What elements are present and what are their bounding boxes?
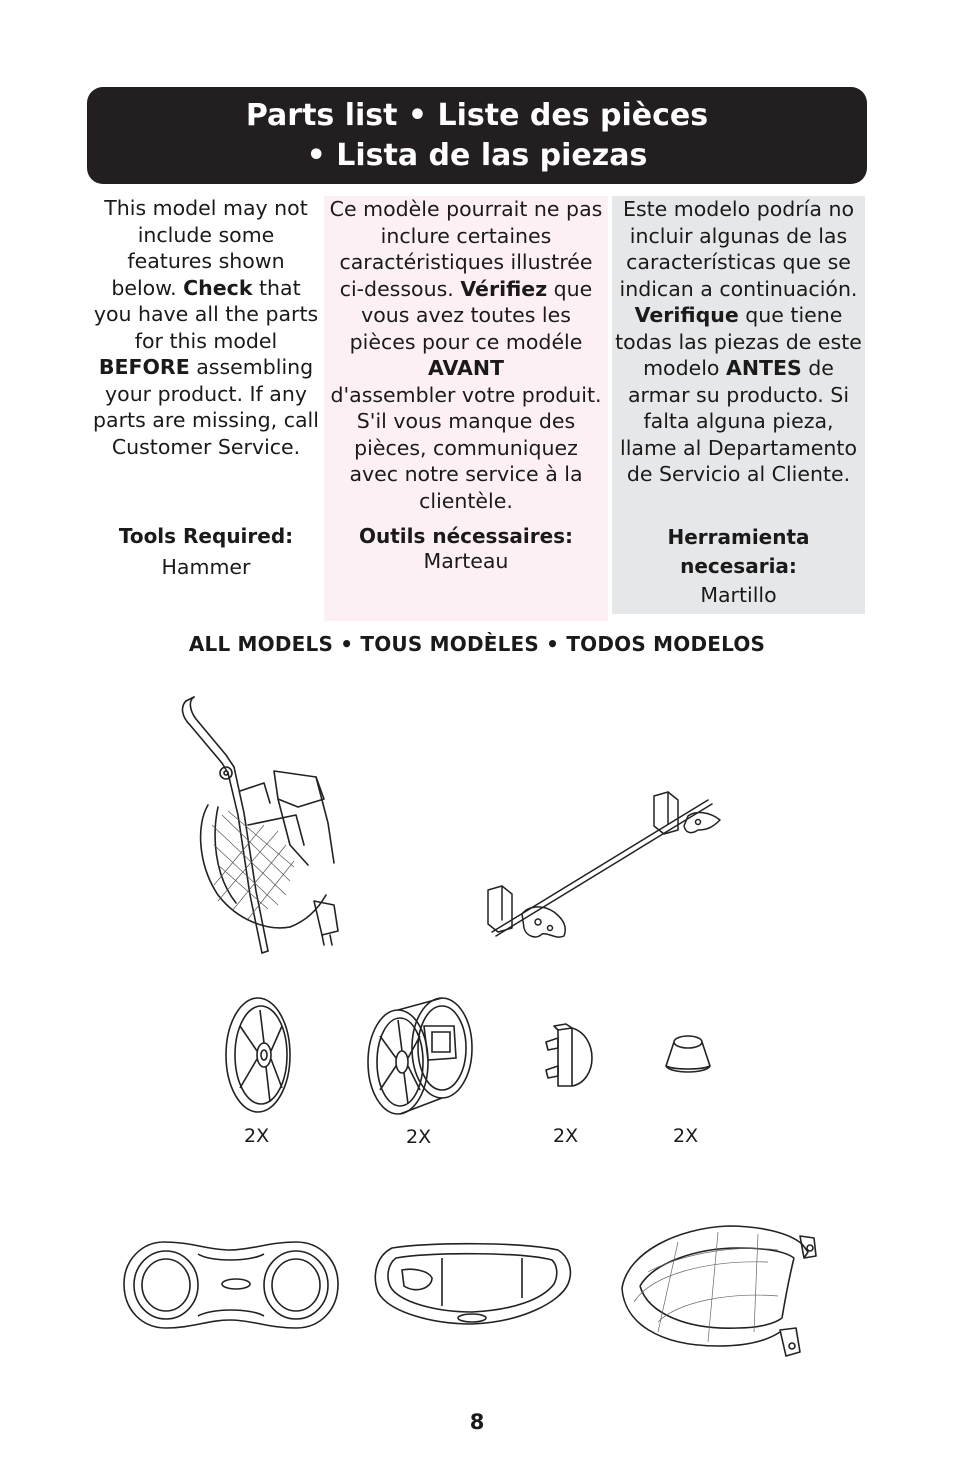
english-tools-label: Tools Required: — [118, 524, 294, 548]
parent-tray-icon — [122, 1240, 340, 1332]
parts-list-banner — [87, 87, 867, 184]
child-tray-icon — [372, 1240, 574, 1330]
english-tools-value: Hammer — [161, 555, 251, 579]
canopy-icon — [618, 1222, 818, 1358]
wheel-cap-icon — [544, 1024, 594, 1090]
rear-axle-icon — [482, 790, 728, 950]
banner-title-line-2: • Lista de las piezas — [306, 138, 648, 173]
english-column — [93, 195, 319, 579]
spanish-tools-label: Herramienta necesaria: — [667, 525, 810, 578]
spanish-tools-value: Martillo — [700, 583, 777, 607]
banner-title-line-1: Parts list • Liste des pièces — [245, 98, 709, 133]
front-wheel-icon — [224, 996, 292, 1114]
french-tools-value: Marteau — [423, 549, 509, 573]
french-notice: Ce modèle pourrait ne pas inclure certaines caractéristiques illustrée ci-dessous. Vérifiez que vous avez toutes les pièces pour ce modéle AVANT d'assembler votre produit. S'il vous manque des pièces, communiquez avec notre service à la clientèle. — [329, 197, 603, 513]
english-notice: This model may not include some features shown below. Check that you have all the parts for this model BEFORE assembling your product. If any parts are missing, call Customer Service. — [93, 196, 319, 459]
folded-stroller-frame-icon — [178, 695, 350, 957]
french-column — [324, 196, 608, 621]
foot-cap-icon — [664, 1034, 712, 1076]
english-tools — [93, 522, 319, 582]
front-wheel-quantity: 2X — [244, 1125, 270, 1147]
rear-wheel-quantity: 2X — [406, 1126, 432, 1148]
wheel-cap-quantity: 2X — [553, 1125, 579, 1147]
french-tools-label: Outils nécessaires: — [358, 524, 574, 548]
all-models-heading: ALL MODELS • TOUS MODÈLES • TODOS MODELOS — [188, 632, 766, 656]
spanish-tools — [612, 523, 865, 610]
foot-cap-quantity: 2X — [673, 1125, 699, 1147]
page-number: 8 — [469, 1410, 485, 1434]
french-tools — [324, 522, 608, 576]
rear-wheel-icon — [364, 996, 476, 1116]
spanish-notice: Este modelo podría no incluir algunas de las características que se indican a continuación. Verifique que tiene todas las piezas de este modelo ANTES de armar su producto. Si falta alguna pieza, llame al Departamento de Servicio al Cliente. — [615, 197, 862, 486]
spanish-column — [612, 196, 865, 614]
